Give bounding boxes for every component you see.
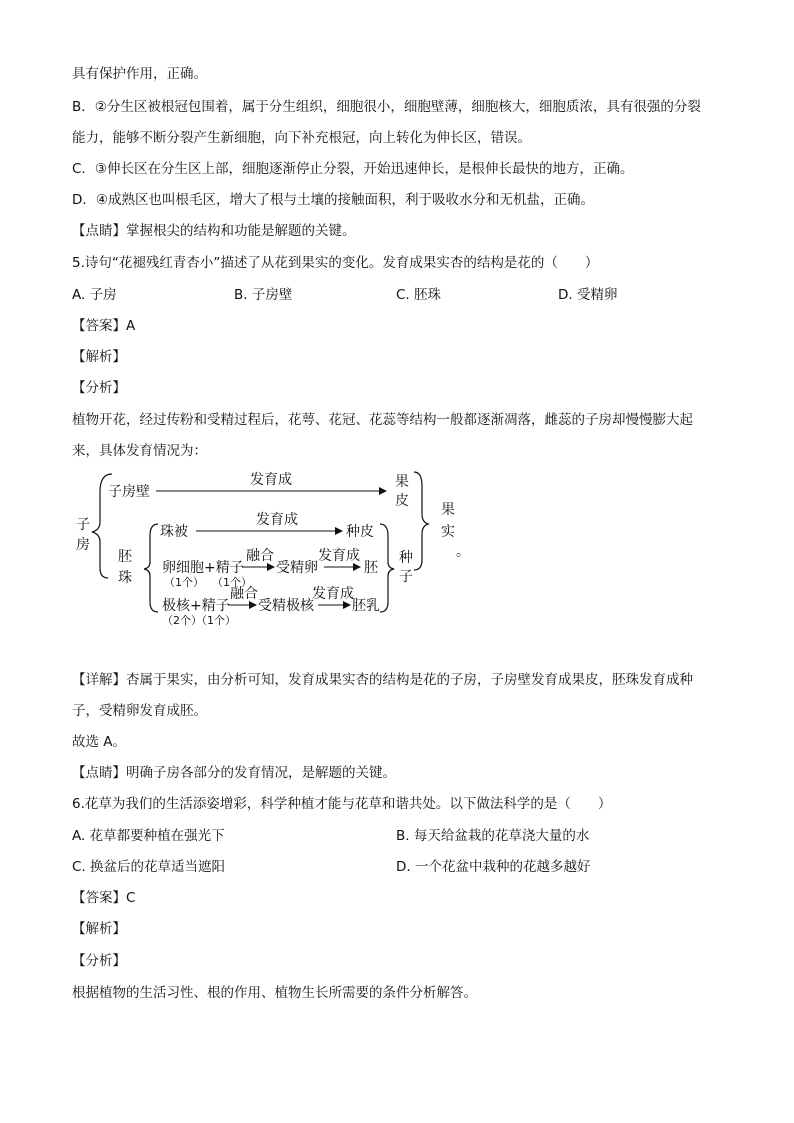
text-line: 具有保护作用，正确。 bbox=[72, 66, 207, 82]
guoshi-label: 果 bbox=[441, 502, 455, 518]
arrow-label: 发育成 bbox=[318, 548, 360, 564]
dianjing-line: 【点睛】明确子房各部分的发育情况，是解题的关键。 bbox=[72, 765, 396, 781]
jihe-label: 极核+精子 bbox=[162, 598, 230, 614]
q5-option-b: B. 子房壁 bbox=[234, 287, 293, 303]
answer-label: 【答案】A bbox=[72, 318, 136, 334]
jiexi-label: 【解析】 bbox=[72, 921, 126, 937]
q5-option-c: C. 胚珠 bbox=[396, 287, 442, 303]
pei-label: 胚 bbox=[364, 560, 378, 576]
peizhu-label: 珠 bbox=[118, 570, 132, 586]
fenxi-label: 【分析】 bbox=[72, 953, 126, 969]
luanxibao-label: 卵细胞+精子 bbox=[162, 560, 244, 576]
jiexi-label: 【解析】 bbox=[72, 349, 126, 365]
zifang-label: 房 bbox=[76, 537, 90, 553]
count-label: （1个） bbox=[196, 614, 236, 627]
question-5: 5.诗句“花褪残红青杏小”描述了从花到果实的变化。发育成果实杏的结构是花的（ ） bbox=[72, 255, 599, 271]
guoshi-brace bbox=[414, 472, 428, 570]
q6-option-a: A. 花草都要种植在强光下 bbox=[72, 828, 225, 844]
ronghe-label: 融合 bbox=[230, 586, 258, 602]
q5-option-a: A. 子房 bbox=[72, 287, 117, 303]
arrow-label: 发育成 bbox=[256, 512, 298, 528]
fenxi-label: 【分析】 bbox=[72, 380, 126, 396]
guopi-label: 皮 bbox=[395, 493, 409, 509]
count-label: （1个） bbox=[164, 576, 204, 589]
peizhu-label: 胚 bbox=[118, 549, 132, 565]
shoujingjihe-label: 受精极核 bbox=[258, 598, 314, 614]
xiangjie-line: 【详解】杏属于果实，由分析可知，发育成果实杏的结构是花的子房，子房壁发育成果皮，胚珠发育成种 bbox=[72, 672, 693, 688]
zifangbi-label: 子房壁 bbox=[108, 484, 150, 500]
zhubei-label: 珠被 bbox=[160, 524, 188, 540]
zhongzi-label: 种 bbox=[399, 550, 413, 566]
guoshi-label: 实 bbox=[441, 524, 455, 540]
zhongpi-label: 种皮 bbox=[346, 524, 374, 540]
zifang-label: 子 bbox=[76, 517, 90, 533]
q6-option-c: C. 换盆后的花草适当遮阳 bbox=[72, 859, 226, 875]
answer-label: 【答案】C bbox=[72, 890, 136, 906]
zhongzi-brace bbox=[380, 524, 394, 612]
arrow-label: 发育成 bbox=[312, 586, 354, 602]
guopi-label: 果 bbox=[395, 474, 409, 490]
text-line: 子，受精卵发育成胚。 bbox=[72, 703, 207, 719]
text-line: 植物开花，经过传粉和受精过程后，花萼、花冠、花蕊等结构一般都逐渐凋落，雌蕊的子房却慢慢膨大起 bbox=[72, 412, 693, 428]
q6-option-d: D. 一个花盆中栽种的花越多越好 bbox=[396, 859, 591, 875]
arrow-label: 发育成 bbox=[250, 472, 292, 488]
ronghe-label: 融合 bbox=[246, 548, 274, 564]
q6-option-b: B. 每天给盆栽的花草浇大量的水 bbox=[396, 828, 590, 844]
text-line: 根据植物的生活习性、根的作用、植物生长所需要的条件分析解答。 bbox=[72, 985, 477, 1001]
text-line: B．②分生区被根冠包围着，属于分生组织，细胞很小，细胞壁薄，细胞核大，细胞质浓，具有很强的分裂 bbox=[72, 99, 701, 115]
dianjing-line: 【点睛】掌握根尖的结构和功能是解题的关键。 bbox=[72, 223, 356, 239]
zhongzi-label: 子 bbox=[399, 569, 413, 585]
text-line: 故选 A。 bbox=[72, 734, 127, 750]
text-line: 来，具体发育情况为： bbox=[72, 443, 207, 459]
question-6: 6.花草为我们的生活添姿增彩，科学种植才能与花草和谐共处。以下做法科学的是（ ） bbox=[72, 796, 612, 812]
shoujingluan-label: 受精卵 bbox=[276, 560, 318, 576]
count-label: （1个） bbox=[212, 576, 252, 589]
text-line: D．④成熟区也叫根毛区，增大了根与土壤的接触面积，利于吸收水分和无机盐，正确。 bbox=[72, 192, 594, 208]
q5-option-d: D. 受精卵 bbox=[558, 287, 618, 303]
text-line: 能力，能够不断分裂产生新细胞，向下补充根冠，向上转化为伸长区，错误。 bbox=[72, 130, 531, 146]
ovary-development-diagram bbox=[70, 462, 490, 637]
count-label: （2个） bbox=[162, 614, 202, 627]
peiru-label: 胚乳 bbox=[352, 598, 380, 614]
peizhu-brace bbox=[144, 524, 158, 612]
period-mark: 。 bbox=[456, 544, 470, 560]
text-line: C．③伸长区在分生区上部，细胞逐渐停止分裂，开始迅速伸长，是根伸长最快的地方，正确。 bbox=[72, 161, 634, 177]
